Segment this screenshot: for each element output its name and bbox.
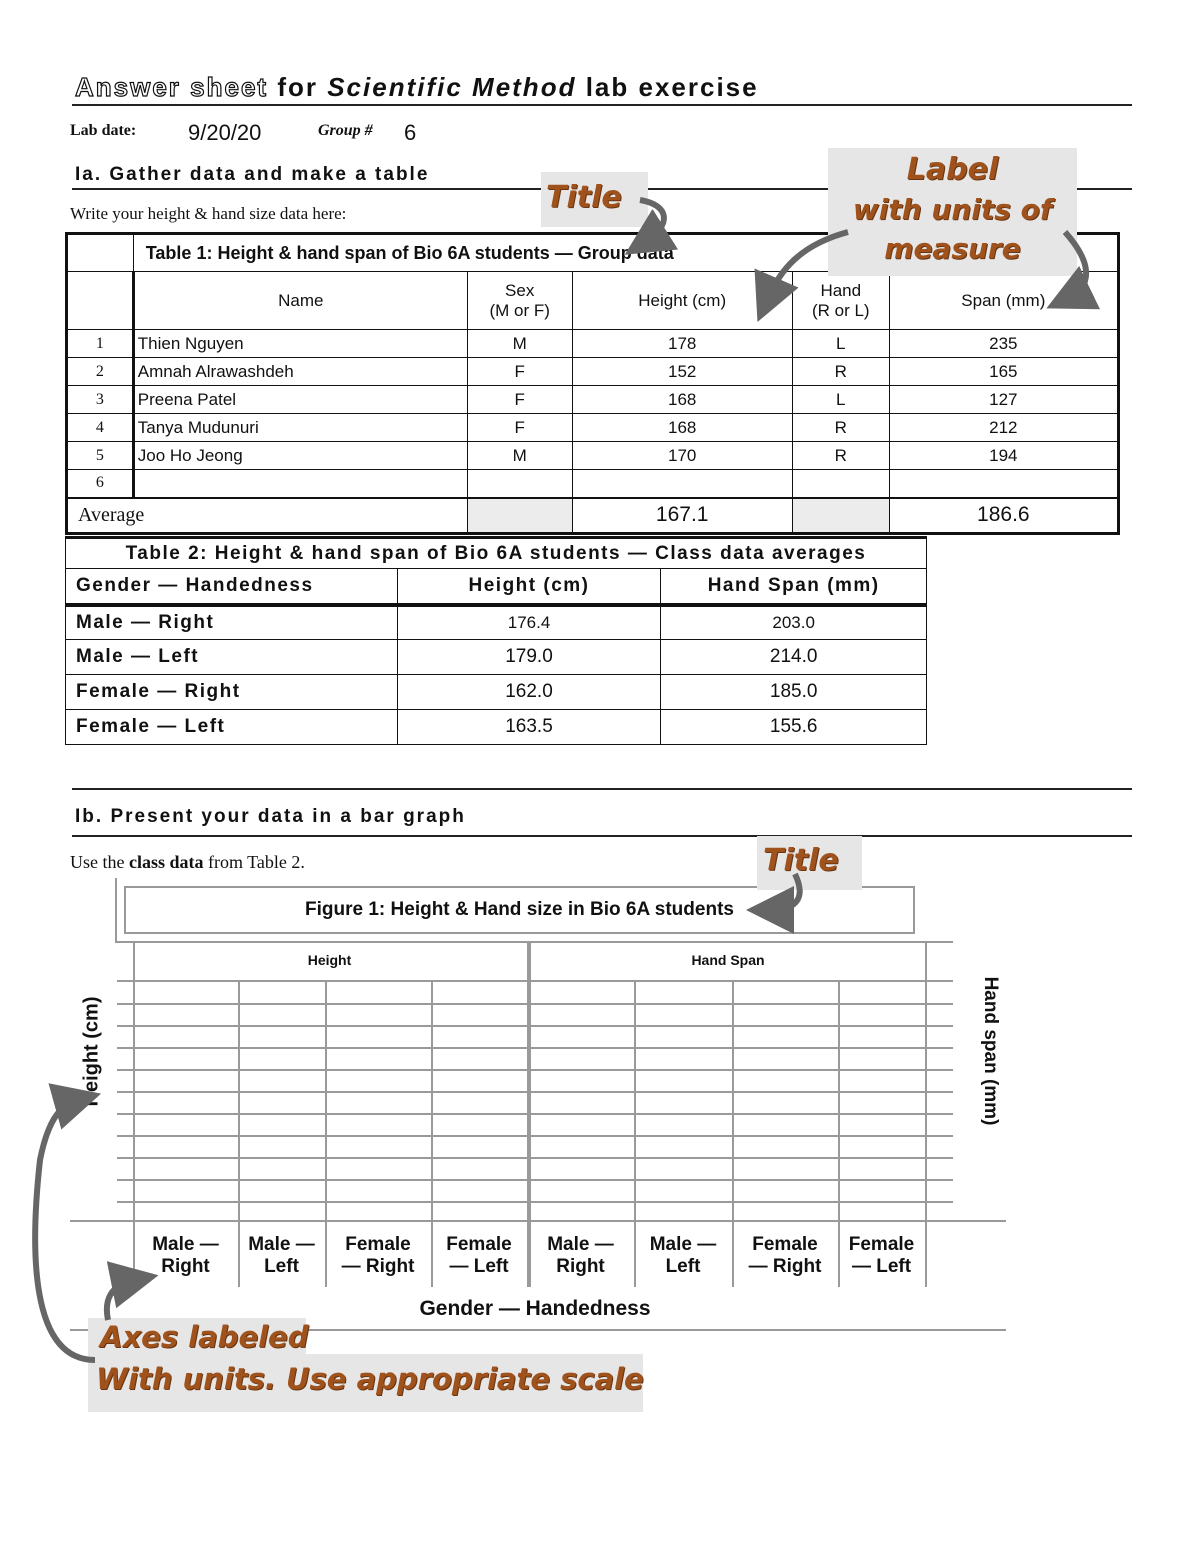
table1-average-height[interactable]: 167.1: [572, 498, 792, 534]
table2-header-height: Height (cm): [397, 569, 661, 605]
row-group-label: Female — Right: [66, 675, 398, 710]
row-span[interactable]: 127: [889, 386, 1118, 414]
table1-average-label: Average: [67, 498, 468, 534]
row-index: 6: [67, 470, 134, 498]
arrow-label-span: [1065, 232, 1086, 298]
lab-date-value[interactable]: 9/20/20: [188, 120, 262, 145]
section-a-heading: Ia. Gather data and make a table: [75, 164, 430, 185]
x-axis-label: Gender — Handedness: [419, 1297, 651, 1320]
panel-label-height: Height: [307, 952, 352, 968]
row-hand[interactable]: R: [792, 358, 889, 386]
group-label: Group #: [318, 122, 373, 139]
row-hand[interactable]: L: [792, 330, 889, 358]
panel-label-hand-span: Hand Span: [691, 952, 765, 968]
category-label: Male — Right: [547, 1234, 614, 1277]
arrow-label-height: [767, 232, 848, 300]
row-sex[interactable]: M: [467, 442, 572, 470]
row-hand[interactable]: R: [792, 414, 889, 442]
title-for-text: for: [277, 72, 318, 102]
row-avg-height[interactable]: 162.0: [397, 675, 661, 710]
row-name[interactable]: Tanya Mudunuri: [133, 414, 467, 442]
category-label: Female — Left: [446, 1234, 512, 1277]
sex-line-1: Sex: [505, 280, 535, 300]
row-name[interactable]: Amnah Alrawashdeh: [133, 358, 467, 386]
row-avg-span[interactable]: 185.0: [661, 675, 927, 710]
row-avg-height[interactable]: 163.5: [397, 710, 661, 745]
row-height[interactable]: 168: [572, 386, 792, 414]
arrow-axes-left: [35, 1100, 95, 1360]
row-sex[interactable]: F: [467, 414, 572, 442]
label-note-line-1: Label: [906, 152, 999, 187]
table1-header-span: Span (mm): [889, 272, 1118, 330]
row-span[interactable]: 165: [889, 358, 1118, 386]
row-span[interactable]: 235: [889, 330, 1118, 358]
row-height[interactable]: 178: [572, 330, 792, 358]
label-note-line-2: with units of: [852, 193, 1053, 226]
category-label: Male — Left: [649, 1234, 717, 1277]
row-span[interactable]: 194: [889, 442, 1118, 470]
category-label: Female — Right: [341, 1234, 415, 1277]
row-index: 3: [67, 386, 134, 414]
axes-note-line-1: Axes labeled: [100, 1320, 309, 1354]
section-a-instruction: Write your height & hand size data here:: [70, 204, 347, 223]
table1-title: Table 1: Height & hand span of Bio 6A students — Group data: [133, 234, 1118, 272]
section-b-heading: Ib. Present your data in a bar graph: [75, 806, 466, 827]
category-label: Female — Right: [748, 1234, 822, 1277]
hand-line-1: Hand: [820, 280, 862, 300]
row-hand[interactable]: R: [792, 442, 889, 470]
title-outline-text: Answer sheet: [75, 72, 269, 102]
row-group-label: Male — Left: [66, 640, 398, 675]
lab-date-label: Lab date:: [70, 122, 137, 139]
row-index: 4: [67, 414, 134, 442]
row-height[interactable]: 152: [572, 358, 792, 386]
arrow-title-2: [770, 874, 800, 910]
title-note-1: Title: [546, 180, 622, 215]
row-sex[interactable]: M: [467, 330, 572, 358]
y-axis-label-left: Height (cm): [80, 996, 103, 1107]
table2-header-span: Hand Span (mm): [661, 569, 927, 605]
row-index: 5: [67, 442, 134, 470]
row-avg-span[interactable]: 155.6: [661, 710, 927, 745]
table1-header-name: Name: [133, 272, 467, 330]
row-avg-span[interactable]: 203.0: [661, 605, 927, 640]
y-axis-label-right: Hand span (mm): [980, 976, 1001, 1126]
row-sex[interactable]: F: [467, 358, 572, 386]
category-label: Female — Left: [848, 1234, 915, 1277]
row-name[interactable]: Joo Ho Jeong: [133, 442, 467, 470]
row-height[interactable]: 168: [572, 414, 792, 442]
row-index: 2: [67, 358, 134, 386]
hand-line-2: (R or L): [811, 300, 870, 320]
category-label: Male — Left: [248, 1234, 315, 1277]
title-note-2: Title: [763, 843, 839, 878]
instruction-pre: Use the: [70, 852, 125, 872]
row-index: 1: [67, 330, 134, 358]
row-group-label: Female — Left: [66, 710, 398, 745]
title-rest-text: lab exercise: [585, 72, 759, 102]
instruction-post: from Table 2.: [208, 852, 305, 872]
title-italic-text: Scientific Method: [327, 72, 577, 102]
instruction-bold: class data: [128, 852, 204, 872]
row-hand[interactable]: L: [792, 386, 889, 414]
table2-title: Table 2: Height & hand span of Bio 6A students — Class data averages: [66, 538, 927, 569]
axes-note-line-2: With units. Use appropriate scale: [96, 1362, 644, 1396]
sex-line-2: (M or F): [489, 300, 550, 320]
group-value[interactable]: 6: [404, 120, 417, 145]
label-note-line-3: measure: [884, 232, 1021, 265]
table2-header-group: Gender — Handedness: [66, 569, 398, 605]
row-sex[interactable]: F: [467, 386, 572, 414]
row-avg-height[interactable]: 179.0: [397, 640, 661, 675]
row-span[interactable]: 212: [889, 414, 1118, 442]
table1-header-height: Height (cm): [572, 272, 792, 330]
row-avg-height[interactable]: 176.4: [397, 605, 661, 640]
category-label: Male — Right: [152, 1234, 219, 1277]
row-group-label: Male — Right: [66, 605, 398, 640]
row-height[interactable]: 170: [572, 442, 792, 470]
arrow-title-1: [640, 200, 664, 242]
arrow-axes-bottom: [107, 1280, 135, 1320]
row-avg-span[interactable]: 214.0: [661, 640, 927, 675]
table1-average-span[interactable]: 186.6: [889, 498, 1118, 534]
chart-title: Figure 1: Height & Hand size in Bio 6A students: [124, 886, 915, 934]
row-name[interactable]: Preena Patel: [133, 386, 467, 414]
row-name[interactable]: Thien Nguyen: [133, 330, 467, 358]
